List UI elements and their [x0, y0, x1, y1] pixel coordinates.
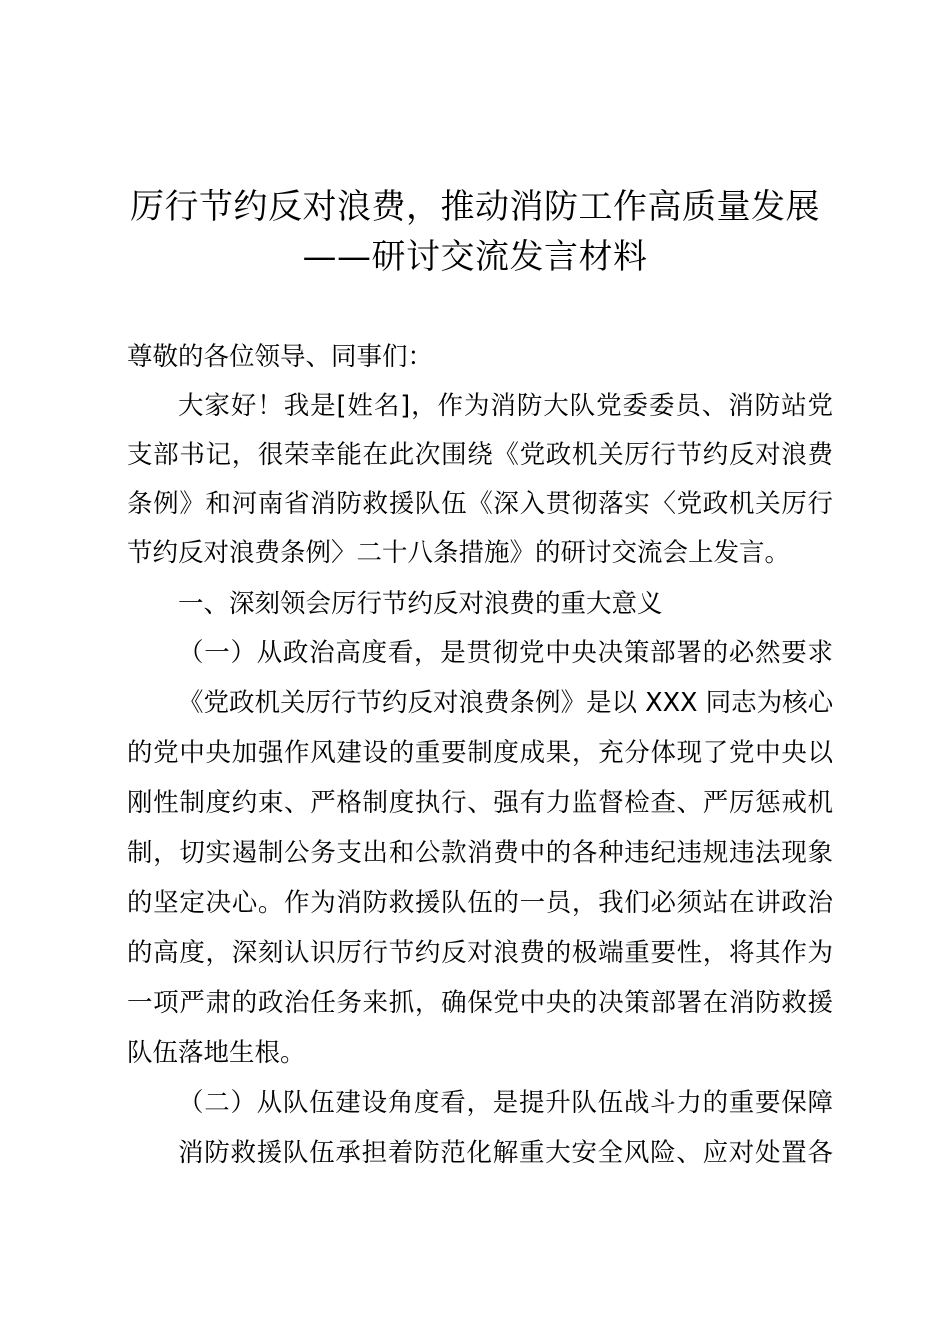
paragraph-line: 制，切实遏制公务支出和公款消费中的各种违纪违规违法现象: [127, 838, 833, 868]
paragraph-line: 一项严肃的政治任务来抓，确保党中央的决策部署在消防救援: [127, 988, 833, 1018]
subsection-heading: （二）从队伍建设角度看，是提升队伍战斗力的重要保障: [178, 1088, 833, 1118]
paragraph-line: 队伍落地生根。: [127, 1038, 306, 1068]
paragraph-line: 的党中央加强作风建设的重要制度成果，充分体现了党中央以: [127, 738, 833, 768]
document-title: 厉行节约反对浪费，推动消防工作高质量发展: [130, 187, 820, 227]
paragraph-line: 消防救援队伍承担着防范化解重大安全风险、应对处置各: [178, 1138, 833, 1168]
salutation: 尊敬的各位领导、同事们：: [127, 342, 434, 372]
section-heading: 一、深刻领会厉行节约反对浪费的重大意义: [178, 589, 663, 619]
paragraph-line: 刚性制度约束、严格制度执行、强有力监督检查、严厉惩戒机: [127, 788, 833, 818]
subsection-heading: （一）从政治高度看，是贯彻党中央决策部署的必然要求: [178, 638, 833, 668]
paragraph-line: 大家好！我是[姓名]，作为消防大队党委委员、消防站党: [178, 391, 833, 421]
paragraph-line: 条例》和河南省消防救援队伍《深入贯彻落实〈党政机关厉行: [127, 489, 833, 519]
document-subtitle: ——研讨交流发言材料: [302, 237, 648, 277]
paragraph-line: 《党政机关厉行节约反对浪费条例》是以 XXX 同志为核心: [178, 688, 834, 718]
paragraph-line: 节约反对浪费条例〉二十八条措施》的研讨交流会上发言。: [127, 538, 791, 568]
paragraph-line: 支部书记，很荣幸能在此次围绕《党政机关厉行节约反对浪费: [127, 440, 833, 470]
paragraph-line: 的坚定决心。作为消防救援队伍的一员，我们必须站在讲政治: [127, 888, 833, 918]
paragraph-line: 的高度，深刻认识厉行节约反对浪费的极端重要性，将其作为: [127, 938, 833, 968]
